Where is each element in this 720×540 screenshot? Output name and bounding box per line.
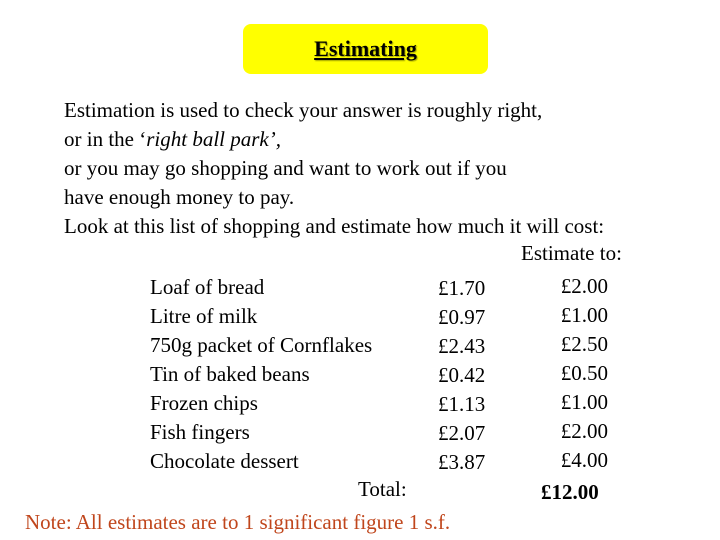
intro-line-3: or you may go shopping and want to work out if you bbox=[64, 156, 507, 180]
item-name: Loaf of bread bbox=[150, 275, 265, 299]
total-value: £12.00 bbox=[541, 480, 599, 504]
item-estimate: £2.00 bbox=[560, 419, 608, 443]
item-name: Tin of baked beans bbox=[150, 362, 310, 386]
item-estimate: £2.00 bbox=[560, 274, 608, 298]
intro-line-2-prefix: or in the ‘ bbox=[64, 127, 147, 151]
item-price: £1.13 bbox=[438, 392, 486, 416]
item-estimate: £0.50 bbox=[560, 361, 608, 385]
note-text: Note: All estimates are to 1 significant figure 1 s.f. bbox=[25, 510, 451, 534]
item-estimates-column bbox=[540, 272, 608, 475]
item-estimate: £1.00 bbox=[560, 390, 608, 414]
item-name: Litre of milk bbox=[150, 304, 258, 328]
item-name: Fish fingers bbox=[150, 420, 250, 444]
item-prices-column bbox=[438, 274, 485, 477]
intro-line-4: have enough money to pay. bbox=[64, 185, 295, 209]
item-price: £3.87 bbox=[438, 450, 486, 474]
item-price: £0.42 bbox=[438, 363, 486, 387]
item-price: £0.97 bbox=[438, 305, 486, 329]
intro-line-1: Estimation is used to check your answer is roughly right, bbox=[64, 98, 543, 122]
page-title: Estimating bbox=[314, 36, 417, 61]
item-name: Frozen chips bbox=[150, 391, 258, 415]
title-box bbox=[243, 24, 488, 74]
item-names-column bbox=[150, 273, 372, 476]
intro-text bbox=[64, 96, 714, 241]
estimate-header: Estimate to: bbox=[521, 241, 622, 265]
intro-line-5: Look at this list of shopping and estimate how much it will cost: bbox=[64, 214, 605, 238]
item-estimate: £2.50 bbox=[560, 332, 608, 356]
item-name: 750g packet of Cornflakes bbox=[150, 333, 373, 357]
item-estimate: £4.00 bbox=[560, 448, 608, 472]
intro-line-2 bbox=[64, 125, 714, 154]
intro-line-2-italic: right ball park’, bbox=[146, 127, 281, 151]
item-price: £1.70 bbox=[438, 276, 486, 300]
item-price: £2.43 bbox=[438, 334, 486, 358]
total-label: Total: bbox=[358, 477, 407, 501]
item-name: Chocolate dessert bbox=[150, 449, 299, 473]
item-estimate: £1.00 bbox=[560, 303, 608, 327]
item-price: £2.07 bbox=[438, 421, 486, 445]
